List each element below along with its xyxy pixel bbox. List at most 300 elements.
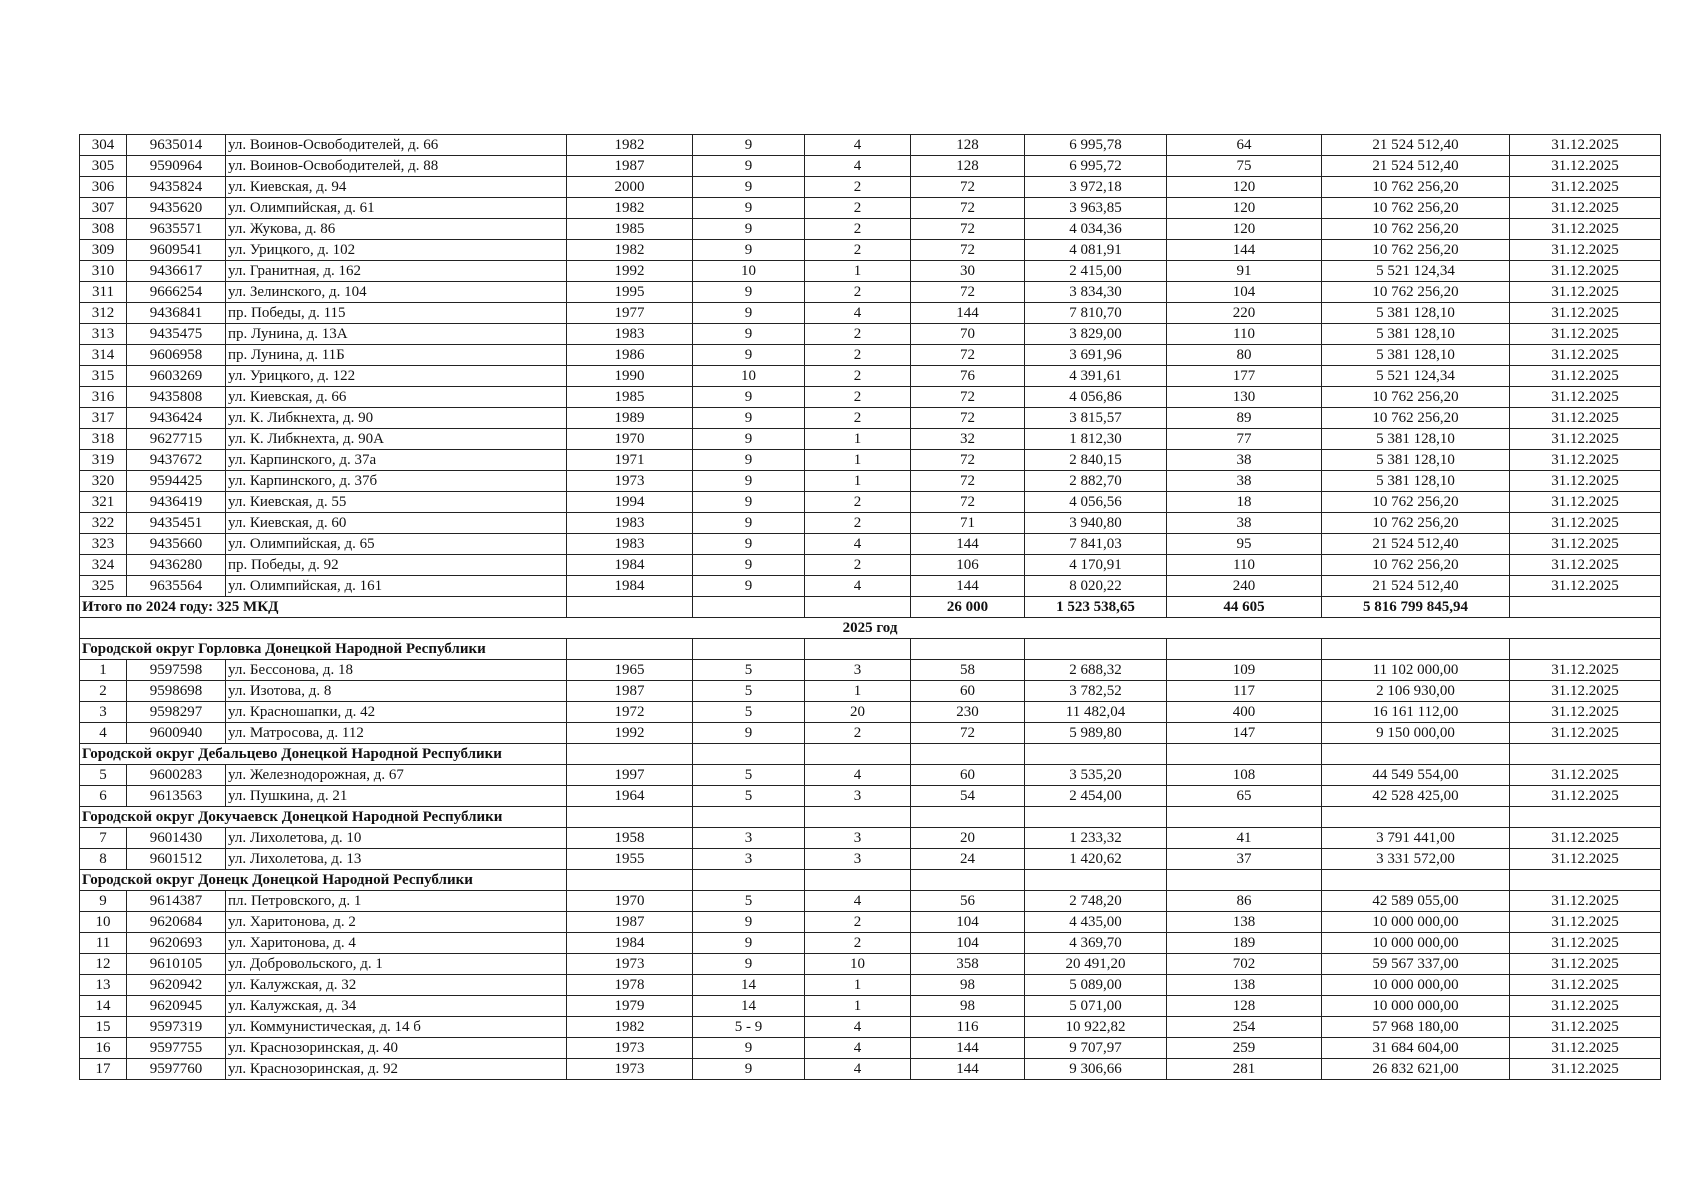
cell-address: ул. Калужская, д. 34 <box>226 996 567 1017</box>
cell-address: ул. К. Либкнехта, д. 90 <box>226 408 567 429</box>
cell-residents: 144 <box>1167 240 1322 261</box>
cell-entrances: 2 <box>805 240 911 261</box>
cell-floors: 9 <box>693 408 805 429</box>
table-row <box>80 345 1661 366</box>
cell-area: 5 089,00 <box>1025 975 1167 996</box>
cell-cost: 10 762 256,20 <box>1322 513 1510 534</box>
cell-entrances: 4 <box>805 1059 911 1080</box>
cell-entrances: 1 <box>805 996 911 1017</box>
cell-apartments: 72 <box>911 282 1025 303</box>
total-2024-area: 1 523 538,65 <box>1025 597 1167 618</box>
cell-entrances: 4 <box>805 765 911 786</box>
cell-cost: 5 381 128,10 <box>1322 471 1510 492</box>
cell-floors: 9 <box>693 219 805 240</box>
register-table-container <box>79 134 1660 1080</box>
cell-address: ул. Воинов-Освободителей, д. 88 <box>226 156 567 177</box>
cell-address: ул. Лихолетова, д. 10 <box>226 828 567 849</box>
cell-deadline: 31.12.2025 <box>1510 975 1661 996</box>
cell-residents: 120 <box>1167 198 1322 219</box>
cell-apartments: 98 <box>911 996 1025 1017</box>
district-empty-cell <box>1510 744 1661 765</box>
cell-residents: 117 <box>1167 681 1322 702</box>
cell-row-number: 323 <box>80 534 127 555</box>
district-title: Городской округ Донецк Донецкой Народной Республики <box>80 870 567 891</box>
cell-house-id: 9600283 <box>127 765 226 786</box>
cell-deadline: 31.12.2025 <box>1510 261 1661 282</box>
cell-deadline: 31.12.2025 <box>1510 1038 1661 1059</box>
table-row <box>80 849 1661 870</box>
cell-entrances: 4 <box>805 534 911 555</box>
cell-cost: 10 000 000,00 <box>1322 975 1510 996</box>
cell-residents: 86 <box>1167 891 1322 912</box>
cell-house-id: 9436841 <box>127 303 226 324</box>
cell-deadline: 31.12.2025 <box>1510 240 1661 261</box>
district-empty-cell <box>1025 870 1167 891</box>
total-2024-apartments: 26 000 <box>911 597 1025 618</box>
table-row <box>80 513 1661 534</box>
cell-cost: 5 381 128,10 <box>1322 429 1510 450</box>
cell-deadline: 31.12.2025 <box>1510 513 1661 534</box>
cell-deadline: 31.12.2025 <box>1510 135 1661 156</box>
cell-address: ул. Харитонова, д. 4 <box>226 933 567 954</box>
district-empty-cell <box>1322 744 1510 765</box>
cell-apartments: 24 <box>911 849 1025 870</box>
cell-house-id: 9620945 <box>127 996 226 1017</box>
cell-row-number: 6 <box>80 786 127 807</box>
table-row <box>80 240 1661 261</box>
cell-cost: 10 762 256,20 <box>1322 492 1510 513</box>
cell-residents: 254 <box>1167 1017 1322 1038</box>
cell-area: 5 071,00 <box>1025 996 1167 1017</box>
total-2024-empty-2 <box>693 597 805 618</box>
cell-entrances: 1 <box>805 975 911 996</box>
cell-apartments: 144 <box>911 1059 1025 1080</box>
cell-row-number: 322 <box>80 513 127 534</box>
cell-residents: 220 <box>1167 303 1322 324</box>
cell-entrances: 2 <box>805 513 911 534</box>
cell-area: 4 056,56 <box>1025 492 1167 513</box>
cell-deadline: 31.12.2025 <box>1510 681 1661 702</box>
cell-area: 2 688,32 <box>1025 660 1167 681</box>
cell-residents: 130 <box>1167 387 1322 408</box>
total-2024-empty-1 <box>567 597 693 618</box>
cell-year-built: 1973 <box>567 954 693 975</box>
table-row <box>80 177 1661 198</box>
district-empty-cell <box>1025 639 1167 660</box>
cell-address: ул. Матросова, д. 112 <box>226 723 567 744</box>
cell-apartments: 128 <box>911 156 1025 177</box>
cell-floors: 9 <box>693 576 805 597</box>
cell-floors: 5 <box>693 786 805 807</box>
cell-entrances: 1 <box>805 471 911 492</box>
table-row <box>80 282 1661 303</box>
cell-address: ул. Красношапки, д. 42 <box>226 702 567 723</box>
cell-year-built: 1970 <box>567 891 693 912</box>
table-row <box>80 681 1661 702</box>
cell-deadline: 31.12.2025 <box>1510 366 1661 387</box>
cell-row-number: 12 <box>80 954 127 975</box>
cell-address: пр. Лунина, д. 13А <box>226 324 567 345</box>
cell-cost: 10 000 000,00 <box>1322 912 1510 933</box>
cell-cost: 16 161 112,00 <box>1322 702 1510 723</box>
cell-row-number: 10 <box>80 912 127 933</box>
cell-area: 3 691,96 <box>1025 345 1167 366</box>
cell-year-built: 1984 <box>567 933 693 954</box>
cell-deadline: 31.12.2025 <box>1510 660 1661 681</box>
cell-year-built: 1982 <box>567 198 693 219</box>
cell-area: 4 369,70 <box>1025 933 1167 954</box>
cell-house-id: 9635014 <box>127 135 226 156</box>
cell-cost: 10 762 256,20 <box>1322 177 1510 198</box>
cell-year-built: 1978 <box>567 975 693 996</box>
cell-apartments: 60 <box>911 765 1025 786</box>
cell-residents: 189 <box>1167 933 1322 954</box>
cell-entrances: 2 <box>805 345 911 366</box>
district-empty-cell <box>1322 639 1510 660</box>
cell-house-id: 9635571 <box>127 219 226 240</box>
cell-row-number: 9 <box>80 891 127 912</box>
cell-house-id: 9610105 <box>127 954 226 975</box>
table-row <box>80 891 1661 912</box>
table-row <box>80 450 1661 471</box>
cell-floors: 14 <box>693 975 805 996</box>
table-row <box>80 702 1661 723</box>
cell-row-number: 325 <box>80 576 127 597</box>
cell-row-number: 8 <box>80 849 127 870</box>
cell-area: 2 454,00 <box>1025 786 1167 807</box>
cell-area: 5 989,80 <box>1025 723 1167 744</box>
cell-floors: 10 <box>693 261 805 282</box>
cell-deadline: 31.12.2025 <box>1510 534 1661 555</box>
cell-house-id: 9436424 <box>127 408 226 429</box>
cell-row-number: 312 <box>80 303 127 324</box>
cell-floors: 9 <box>693 912 805 933</box>
table-row <box>80 324 1661 345</box>
cell-entrances: 3 <box>805 786 911 807</box>
cell-cost: 21 524 512,40 <box>1322 576 1510 597</box>
cell-residents: 259 <box>1167 1038 1322 1059</box>
cell-entrances: 2 <box>805 555 911 576</box>
cell-deadline: 31.12.2025 <box>1510 786 1661 807</box>
cell-house-id: 9597319 <box>127 1017 226 1038</box>
cell-apartments: 70 <box>911 324 1025 345</box>
cell-year-built: 1992 <box>567 261 693 282</box>
cell-floors: 9 <box>693 240 805 261</box>
cell-house-id: 9627715 <box>127 429 226 450</box>
cell-area: 4 056,86 <box>1025 387 1167 408</box>
cell-house-id: 9600940 <box>127 723 226 744</box>
cell-year-built: 1987 <box>567 156 693 177</box>
cell-deadline: 31.12.2025 <box>1510 555 1661 576</box>
cell-row-number: 1 <box>80 660 127 681</box>
cell-address: ул. Харитонова, д. 2 <box>226 912 567 933</box>
cell-row-number: 17 <box>80 1059 127 1080</box>
register-table-body <box>80 135 1661 1080</box>
cell-area: 3 972,18 <box>1025 177 1167 198</box>
district-empty-cell <box>1510 807 1661 828</box>
cell-deadline: 31.12.2025 <box>1510 450 1661 471</box>
cell-deadline: 31.12.2025 <box>1510 345 1661 366</box>
cell-deadline: 31.12.2025 <box>1510 954 1661 975</box>
cell-residents: 80 <box>1167 345 1322 366</box>
cell-address: ул. К. Либкнехта, д. 90А <box>226 429 567 450</box>
district-empty-cell <box>1167 870 1322 891</box>
table-row <box>80 912 1661 933</box>
district-empty-cell <box>567 639 693 660</box>
cell-floors: 9 <box>693 429 805 450</box>
district-empty-cell <box>911 639 1025 660</box>
register-table <box>79 134 1661 1080</box>
cell-area: 9 306,66 <box>1025 1059 1167 1080</box>
cell-house-id: 9597760 <box>127 1059 226 1080</box>
district-empty-cell <box>805 744 911 765</box>
cell-cost: 10 762 256,20 <box>1322 408 1510 429</box>
cell-year-built: 1987 <box>567 912 693 933</box>
cell-apartments: 60 <box>911 681 1025 702</box>
cell-address: ул. Олимпийская, д. 61 <box>226 198 567 219</box>
district-title: Городской округ Горловка Донецкой Народной Республики <box>80 639 567 660</box>
cell-floors: 9 <box>693 135 805 156</box>
district-empty-cell <box>1167 744 1322 765</box>
cell-apartments: 230 <box>911 702 1025 723</box>
cell-residents: 281 <box>1167 1059 1322 1080</box>
cell-cost: 2 106 930,00 <box>1322 681 1510 702</box>
cell-deadline: 31.12.2025 <box>1510 1017 1661 1038</box>
cell-entrances: 2 <box>805 933 911 954</box>
cell-area: 2 748,20 <box>1025 891 1167 912</box>
cell-address: ул. Карпинского, д. 37а <box>226 450 567 471</box>
cell-entrances: 4 <box>805 576 911 597</box>
cell-apartments: 106 <box>911 555 1025 576</box>
cell-floors: 9 <box>693 156 805 177</box>
cell-area: 11 482,04 <box>1025 702 1167 723</box>
table-row <box>80 492 1661 513</box>
cell-area: 3 963,85 <box>1025 198 1167 219</box>
district-empty-cell <box>911 744 1025 765</box>
cell-residents: 75 <box>1167 156 1322 177</box>
district-empty-cell <box>911 870 1025 891</box>
district-empty-cell <box>693 807 805 828</box>
cell-cost: 3 331 572,00 <box>1322 849 1510 870</box>
cell-house-id: 9614387 <box>127 891 226 912</box>
cell-entrances: 4 <box>805 1038 911 1059</box>
cell-cost: 42 528 425,00 <box>1322 786 1510 807</box>
cell-floors: 9 <box>693 303 805 324</box>
cell-residents: 95 <box>1167 534 1322 555</box>
district-empty-cell <box>805 870 911 891</box>
cell-house-id: 9601512 <box>127 849 226 870</box>
cell-address: ул. Жукова, д. 86 <box>226 219 567 240</box>
cell-year-built: 1997 <box>567 765 693 786</box>
cell-apartments: 72 <box>911 177 1025 198</box>
cell-deadline: 31.12.2025 <box>1510 198 1661 219</box>
cell-cost: 5 381 128,10 <box>1322 324 1510 345</box>
cell-cost: 42 589 055,00 <box>1322 891 1510 912</box>
table-row <box>80 156 1661 177</box>
table-row <box>80 387 1661 408</box>
cell-address: ул. Киевская, д. 60 <box>226 513 567 534</box>
table-row <box>80 1017 1661 1038</box>
cell-residents: 91 <box>1167 261 1322 282</box>
total-2024-label: Итого по 2024 году: 325 МКД <box>80 597 567 618</box>
cell-house-id: 9620942 <box>127 975 226 996</box>
cell-residents: 120 <box>1167 177 1322 198</box>
cell-apartments: 128 <box>911 135 1025 156</box>
cell-house-id: 9436617 <box>127 261 226 282</box>
table-row <box>80 219 1661 240</box>
cell-cost: 11 102 000,00 <box>1322 660 1510 681</box>
cell-deadline: 31.12.2025 <box>1510 429 1661 450</box>
district-empty-cell <box>693 639 805 660</box>
cell-entrances: 2 <box>805 177 911 198</box>
total-2024-empty-4 <box>1510 597 1661 618</box>
cell-year-built: 1985 <box>567 387 693 408</box>
table-row <box>80 1059 1661 1080</box>
cell-row-number: 2 <box>80 681 127 702</box>
cell-area: 10 922,82 <box>1025 1017 1167 1038</box>
cell-address: ул. Урицкого, д. 122 <box>226 366 567 387</box>
cell-floors: 9 <box>693 723 805 744</box>
cell-row-number: 15 <box>80 1017 127 1038</box>
district-empty-cell <box>1025 744 1167 765</box>
cell-floors: 5 <box>693 660 805 681</box>
cell-area: 8 020,22 <box>1025 576 1167 597</box>
cell-house-id: 9436280 <box>127 555 226 576</box>
cell-floors: 9 <box>693 534 805 555</box>
cell-apartments: 358 <box>911 954 1025 975</box>
total-2024-empty-3 <box>805 597 911 618</box>
cell-area: 6 995,78 <box>1025 135 1167 156</box>
cell-year-built: 1983 <box>567 324 693 345</box>
cell-cost: 5 381 128,10 <box>1322 450 1510 471</box>
table-row <box>80 765 1661 786</box>
cell-apartments: 116 <box>911 1017 1025 1038</box>
cell-row-number: 7 <box>80 828 127 849</box>
district-title: Городской округ Дебальцево Донецкой Народной Республики <box>80 744 567 765</box>
cell-row-number: 317 <box>80 408 127 429</box>
cell-house-id: 9436419 <box>127 492 226 513</box>
cell-floors: 5 <box>693 765 805 786</box>
cell-deadline: 31.12.2025 <box>1510 576 1661 597</box>
district-empty-cell <box>693 870 805 891</box>
cell-apartments: 104 <box>911 933 1025 954</box>
cell-apartments: 72 <box>911 450 1025 471</box>
cell-year-built: 1973 <box>567 1059 693 1080</box>
cell-cost: 31 684 604,00 <box>1322 1038 1510 1059</box>
cell-entrances: 2 <box>805 912 911 933</box>
cell-cost: 59 567 337,00 <box>1322 954 1510 975</box>
table-row <box>80 534 1661 555</box>
cell-row-number: 304 <box>80 135 127 156</box>
district-empty-cell <box>1510 870 1661 891</box>
cell-row-number: 321 <box>80 492 127 513</box>
cell-floors: 3 <box>693 828 805 849</box>
cell-row-number: 4 <box>80 723 127 744</box>
cell-address: ул. Пушкина, д. 21 <box>226 786 567 807</box>
cell-apartments: 72 <box>911 219 1025 240</box>
cell-house-id: 9620693 <box>127 933 226 954</box>
cell-floors: 9 <box>693 1038 805 1059</box>
cell-area: 7 810,70 <box>1025 303 1167 324</box>
cell-apartments: 76 <box>911 366 1025 387</box>
cell-residents: 38 <box>1167 471 1322 492</box>
cell-year-built: 1982 <box>567 240 693 261</box>
cell-row-number: 320 <box>80 471 127 492</box>
cell-year-built: 1985 <box>567 219 693 240</box>
district-empty-cell <box>693 744 805 765</box>
cell-area: 2 415,00 <box>1025 261 1167 282</box>
cell-area: 3 940,80 <box>1025 513 1167 534</box>
table-row <box>80 660 1661 681</box>
cell-deadline: 31.12.2025 <box>1510 471 1661 492</box>
cell-deadline: 31.12.2025 <box>1510 765 1661 786</box>
cell-year-built: 1992 <box>567 723 693 744</box>
cell-apartments: 71 <box>911 513 1025 534</box>
cell-year-built: 1982 <box>567 135 693 156</box>
cell-residents: 89 <box>1167 408 1322 429</box>
cell-house-id: 9603269 <box>127 366 226 387</box>
cell-year-built: 1989 <box>567 408 693 429</box>
cell-floors: 9 <box>693 555 805 576</box>
cell-entrances: 1 <box>805 450 911 471</box>
cell-entrances: 10 <box>805 954 911 975</box>
cell-apartments: 32 <box>911 429 1025 450</box>
cell-cost: 10 000 000,00 <box>1322 996 1510 1017</box>
cell-deadline: 31.12.2025 <box>1510 408 1661 429</box>
table-row <box>80 555 1661 576</box>
cell-entrances: 2 <box>805 198 911 219</box>
cell-apartments: 144 <box>911 1038 1025 1059</box>
cell-address: пр. Победы, д. 92 <box>226 555 567 576</box>
cell-floors: 5 <box>693 681 805 702</box>
cell-area: 3 782,52 <box>1025 681 1167 702</box>
cell-year-built: 1971 <box>567 450 693 471</box>
cell-residents: 110 <box>1167 324 1322 345</box>
cell-apartments: 72 <box>911 408 1025 429</box>
cell-floors: 9 <box>693 513 805 534</box>
cell-house-id: 9435451 <box>127 513 226 534</box>
cell-address: ул. Урицкого, д. 102 <box>226 240 567 261</box>
cell-floors: 5 <box>693 891 805 912</box>
cell-year-built: 1982 <box>567 1017 693 1038</box>
cell-row-number: 308 <box>80 219 127 240</box>
cell-area: 9 707,97 <box>1025 1038 1167 1059</box>
cell-row-number: 311 <box>80 282 127 303</box>
district-empty-cell <box>1025 807 1167 828</box>
cell-residents: 110 <box>1167 555 1322 576</box>
cell-cost: 26 832 621,00 <box>1322 1059 1510 1080</box>
cell-year-built: 1984 <box>567 555 693 576</box>
cell-area: 4 435,00 <box>1025 912 1167 933</box>
cell-apartments: 30 <box>911 261 1025 282</box>
cell-area: 4 391,61 <box>1025 366 1167 387</box>
cell-cost: 10 762 256,20 <box>1322 219 1510 240</box>
total-2024-residents: 44 605 <box>1167 597 1322 618</box>
district-empty-cell <box>1322 870 1510 891</box>
cell-floors: 14 <box>693 996 805 1017</box>
cell-floors: 9 <box>693 282 805 303</box>
cell-house-id: 9598297 <box>127 702 226 723</box>
cell-address: ул. Гранитная, д. 162 <box>226 261 567 282</box>
cell-residents: 400 <box>1167 702 1322 723</box>
table-row <box>80 135 1661 156</box>
cell-house-id: 9437672 <box>127 450 226 471</box>
cell-deadline: 31.12.2025 <box>1510 324 1661 345</box>
table-row <box>80 408 1661 429</box>
cell-address: ул. Бессонова, д. 18 <box>226 660 567 681</box>
cell-apartments: 104 <box>911 912 1025 933</box>
district-title: Городской округ Докучаевск Донецкой Народной Республики <box>80 807 567 828</box>
